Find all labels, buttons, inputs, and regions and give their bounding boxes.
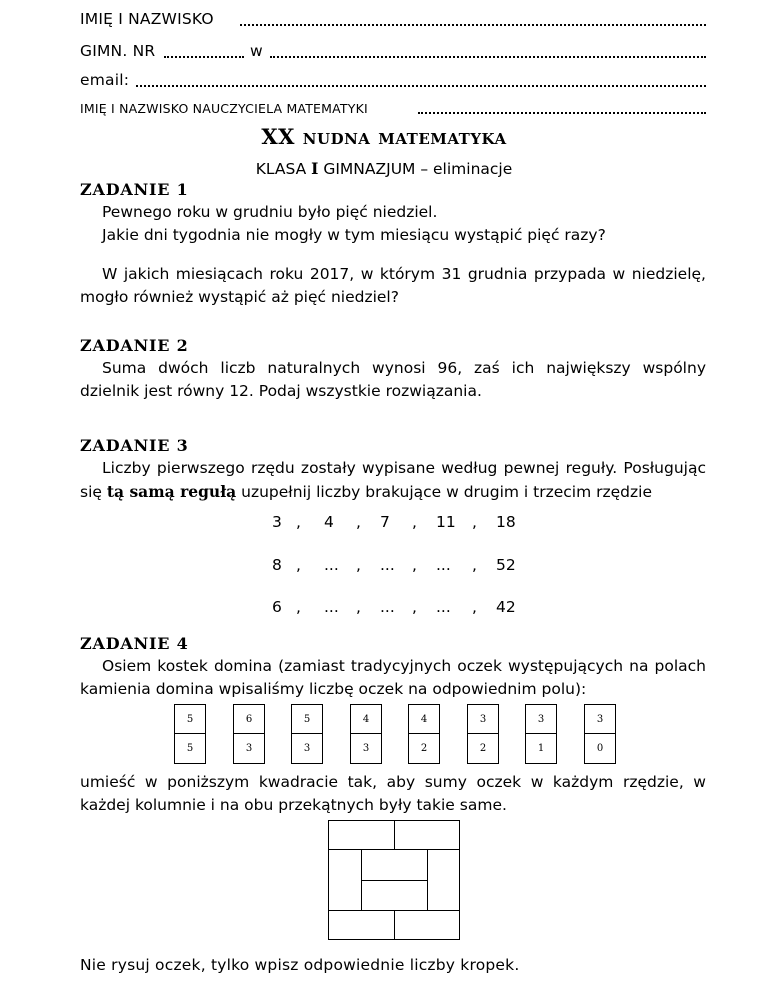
sequence-number: 6 — [272, 598, 282, 616]
email-field-line[interactable] — [80, 71, 706, 89]
subtitle-class-number: I — [311, 159, 319, 178]
sequence-number: 3 — [272, 513, 282, 531]
sequence-number: 11 — [436, 513, 456, 531]
task4-heading: ZADANIE 4 — [80, 634, 189, 653]
school-w-label: w — [250, 42, 263, 60]
domino-top-value: 5 — [292, 705, 322, 734]
sequence-separator: , — [472, 556, 477, 574]
domino-bottom-value: 2 — [479, 743, 487, 754]
domino-tile — [350, 704, 382, 764]
name-label: IMIĘ I NAZWISKO — [80, 10, 214, 28]
domino-bottom-value: 3 — [303, 743, 311, 754]
email-dotted-line — [136, 85, 706, 87]
grid-slot-center-top[interactable] — [361, 849, 428, 881]
subtitle-prefix: KLASA — [255, 160, 312, 178]
sequence-separator: , — [412, 513, 417, 531]
sequence-number: 4 — [324, 513, 334, 531]
sequence-blank[interactable]: ... — [380, 598, 395, 616]
sequence-separator: , — [356, 513, 361, 531]
sequence-separator: , — [356, 598, 361, 616]
task4-text: Osiem kostek domina (zamiast tradycyjnych oczek występujących na polach kamienia domina wpisaliśmy liczbę oczek na odpowiednim polu): — [80, 657, 706, 698]
teacher-label: IMIĘ I NAZWISKO NAUCZYCIELA MATEMATYKI — [80, 101, 368, 116]
name-dotted-line — [240, 24, 706, 26]
school-field-line[interactable] — [80, 42, 706, 60]
task1-line1: Pewnego roku w grudniu było pięć niedziel. — [102, 203, 438, 221]
grid-slot-left-vertical[interactable] — [328, 849, 362, 911]
sequence-blank[interactable]: ... — [324, 598, 339, 616]
task4-text2: umieść w poniższym kwadracie tak, aby sumy oczek w każdym rzędzie, w każdej kolumnie i na obu przekątnych były takie same. — [80, 773, 706, 814]
teacher-field-line[interactable] — [80, 101, 706, 116]
page-title: XX nudna matematyka — [261, 124, 507, 149]
domino-tile — [467, 704, 499, 764]
school-city-dotted-line — [270, 56, 706, 58]
task1-heading: ZADANIE 1 — [80, 180, 189, 199]
subtitle-suffix: GIMNAZJUM – eliminacje — [318, 160, 513, 178]
name-field-line[interactable] — [80, 10, 706, 28]
domino-top-value: 4 — [351, 705, 381, 734]
domino-tile — [525, 704, 557, 764]
sequence-number: 8 — [272, 556, 282, 574]
sequence-number: 7 — [380, 513, 390, 531]
grid-slot-center-bottom[interactable] — [361, 880, 428, 911]
page-subtitle — [0, 159, 768, 178]
grid-slot-right-vertical[interactable] — [427, 849, 460, 911]
sequence-blank[interactable]: ... — [436, 556, 451, 574]
teacher-dotted-line — [418, 112, 706, 114]
grid-slot-top-right[interactable] — [394, 820, 460, 850]
task1-para2: W jakich miesiącach roku 2017, w którym 31 grudnia przypada w niedzielę, mogło również wystąpić aż pięć niedziel? — [80, 265, 706, 306]
domino-tile — [584, 704, 616, 764]
domino-top-value: 3 — [468, 705, 498, 734]
domino-bottom-value: 5 — [186, 743, 194, 754]
domino-tile — [291, 704, 323, 764]
domino-bottom-value: 0 — [596, 743, 604, 754]
sequence-separator: , — [472, 598, 477, 616]
school-number-dotted-line — [164, 56, 244, 58]
domino-square-grid[interactable] — [328, 820, 460, 940]
domino-tile — [408, 704, 440, 764]
task2-text: Suma dwóch liczb naturalnych wynosi 96, zaś ich największy wspólny dzielnik jest równy 12. Podaj wszystkie rozwiązania. — [80, 359, 706, 400]
sequence-blank[interactable]: ... — [324, 556, 339, 574]
task4-footer: Nie rysuj oczek, tylko wpisz odpowiednie liczby kropek. — [80, 956, 520, 974]
domino-bottom-value: 1 — [537, 743, 545, 754]
sequence-blank[interactable]: ... — [380, 556, 395, 574]
task3-text: Liczby pierwszego rzędu zostały wypisane według pewnej reguły. Posługując się tą samą regułą uzupełnij liczby brakujące w drugim i trzecim rzędzie — [80, 459, 706, 501]
task2-heading: ZADANIE 2 — [80, 336, 189, 355]
domino-top-value: 3 — [526, 705, 556, 734]
sequence-separator: , — [296, 513, 301, 531]
domino-bottom-value: 3 — [245, 743, 253, 754]
sequence-separator: , — [296, 556, 301, 574]
school-label: GIMN. NR — [80, 42, 156, 60]
sequence-separator: , — [412, 556, 417, 574]
domino-bottom-value: 2 — [420, 743, 428, 754]
domino-tile — [174, 704, 206, 764]
domino-top-value: 3 — [585, 705, 615, 734]
domino-top-value: 5 — [175, 705, 205, 734]
sequence-separator: , — [296, 598, 301, 616]
domino-tile — [233, 704, 265, 764]
sequence-separator: , — [472, 513, 477, 531]
sequence-number: 42 — [496, 598, 516, 616]
domino-top-value: 4 — [409, 705, 439, 734]
task1-line2: Jakie dni tygodnia nie mogły w tym miesiącu wystąpić pięć razy? — [102, 226, 606, 244]
grid-slot-bottom-left[interactable] — [328, 910, 395, 940]
task3-heading: ZADANIE 3 — [80, 436, 189, 455]
domino-top-value: 6 — [234, 705, 264, 734]
grid-slot-bottom-right[interactable] — [394, 910, 460, 940]
domino-bottom-value: 3 — [362, 743, 370, 754]
sequence-number: 18 — [496, 513, 516, 531]
email-label: email: — [80, 71, 130, 89]
sequence-number: 52 — [496, 556, 516, 574]
sequence-separator: , — [356, 556, 361, 574]
task1-text — [80, 201, 706, 247]
sequence-separator: , — [412, 598, 417, 616]
sequence-blank[interactable]: ... — [436, 598, 451, 616]
grid-slot-top-left[interactable] — [328, 820, 395, 850]
task3-bold-rule: tą samą regułą — [106, 482, 237, 501]
